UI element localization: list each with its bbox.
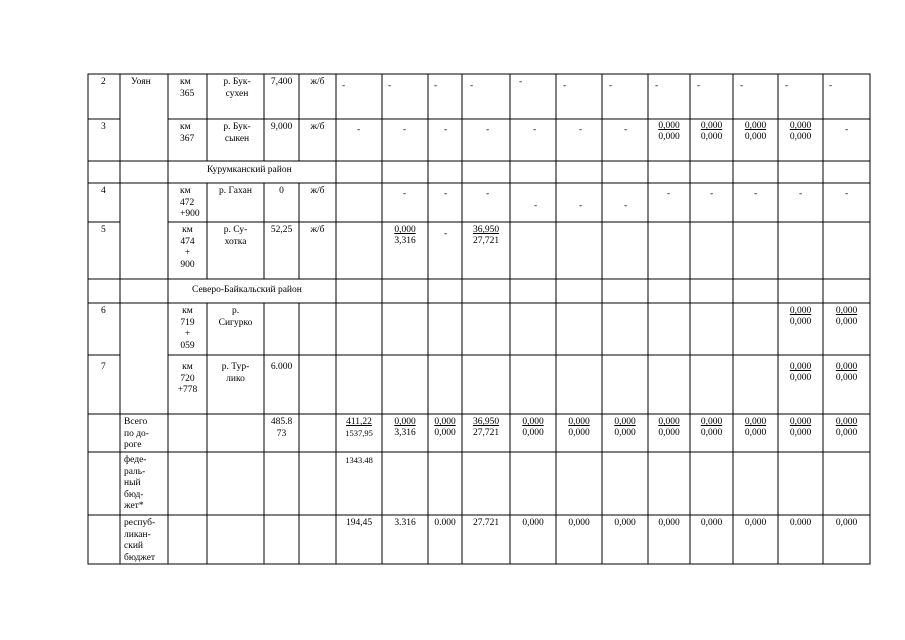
bridge-length: 0 bbox=[279, 186, 284, 196]
republic-budget-value: 0,000 bbox=[658, 518, 680, 528]
totals-fraction: $\frac{0,000}{0,000}$ bbox=[522, 417, 544, 438]
republic-budget-value: 0,000 bbox=[522, 518, 544, 528]
river-name: р. Сигурко bbox=[218, 306, 253, 328]
river-name: р. Бук- сыкен bbox=[223, 122, 251, 144]
dash: - bbox=[563, 81, 567, 91]
dash: - bbox=[710, 189, 714, 199]
location-name: Уоян bbox=[131, 77, 151, 87]
dash: - bbox=[624, 201, 628, 211]
row-number: 2 bbox=[101, 77, 106, 87]
totals-length: 485.8 73 bbox=[270, 417, 293, 439]
km-marker: км 474 + 900 bbox=[180, 225, 195, 270]
federal-budget-value: 1343.48 bbox=[345, 455, 373, 465]
dash: - bbox=[579, 125, 583, 135]
dash: - bbox=[740, 81, 744, 91]
dash: - bbox=[342, 81, 346, 91]
bridge-type: ж/б bbox=[310, 77, 325, 87]
dash: - bbox=[533, 125, 537, 135]
km-marker: км 472 +900 bbox=[180, 186, 200, 219]
dash: - bbox=[486, 189, 490, 199]
dash: - bbox=[470, 81, 474, 91]
totals-fraction: $\frac{0,000}{0,000}$ bbox=[614, 417, 636, 438]
totals-fraction: $\frac{0,000}{0,000}$ bbox=[568, 417, 590, 438]
bridge-type: ж/б bbox=[310, 122, 325, 132]
republic-budget-value: 194,45 bbox=[345, 518, 373, 528]
dash: - bbox=[829, 81, 833, 91]
republic-budget-value: 3.316 bbox=[394, 518, 416, 528]
value-fraction: $\frac{0,000}{0,000}$ bbox=[835, 362, 858, 383]
totals-fraction: $\frac{0,000}{0,000}$ bbox=[700, 417, 723, 438]
totals-fraction: $\frac{0,000}{0,000}$ bbox=[744, 417, 767, 438]
value-fraction: $\frac{0,000}{3,316}$ bbox=[394, 225, 416, 246]
totals-fraction: $\frac{0,000}{0,000}$ bbox=[835, 417, 858, 438]
bridge-type: ж/б bbox=[310, 186, 325, 196]
value-fraction: $\frac{0,000}{0,000}$ bbox=[789, 306, 812, 327]
republic-budget-label: респуб- ликан- ский бюджет bbox=[124, 518, 156, 563]
row-number: 5 bbox=[101, 225, 106, 235]
dash: - bbox=[579, 201, 583, 211]
value-fraction: $\frac{36,950}{27,721}$ bbox=[472, 225, 500, 246]
dash: - bbox=[444, 189, 448, 199]
km-marker: км 365 bbox=[180, 77, 195, 99]
dash: - bbox=[434, 81, 438, 91]
bridge-length: 7,400 bbox=[270, 77, 293, 87]
dash: - bbox=[667, 189, 671, 199]
section-header: Курумканский район bbox=[207, 165, 292, 175]
value-fraction: $\frac{0,000}{0,000}$ bbox=[744, 121, 767, 142]
republic-budget-value: 0.000 bbox=[789, 518, 812, 528]
km-marker: км 367 bbox=[180, 122, 195, 144]
totals-fraction: $\frac{411,22}{1537,95}$ bbox=[345, 417, 373, 438]
value-fraction: $\frac{0,000}{0,000}$ bbox=[835, 306, 858, 327]
republic-budget-value: 0,000 bbox=[614, 518, 636, 528]
dash: - bbox=[845, 189, 849, 199]
dash: - bbox=[799, 189, 803, 199]
totals-fraction: $\frac{0,000}{0,000}$ bbox=[658, 417, 680, 438]
value-fraction: $\frac{0,000}{0,000}$ bbox=[700, 121, 723, 142]
totals-fraction: $\frac{0,000}{0,000}$ bbox=[434, 417, 456, 438]
dash: - bbox=[444, 125, 448, 135]
dash: - bbox=[609, 81, 613, 91]
value-fraction: $\frac{0,000}{0,000}$ bbox=[789, 362, 812, 383]
bridge-length: 9,000 bbox=[270, 122, 293, 132]
republic-budget-value: 0,000 bbox=[568, 518, 590, 528]
river-name: р. Бук- сухен bbox=[223, 77, 251, 99]
republic-budget-value: 27.721 bbox=[472, 518, 500, 528]
dash: - bbox=[845, 125, 849, 135]
federal-budget-label: феде- раль- ный бюд- жет* bbox=[124, 455, 147, 511]
republic-budget-value: 0.000 bbox=[434, 518, 456, 528]
dash: - bbox=[444, 229, 448, 239]
dash: - bbox=[534, 201, 538, 211]
republic-budget-value: 0,000 bbox=[700, 518, 723, 528]
totals-fraction: $\frac{36,950}{27,721}$ bbox=[472, 417, 500, 438]
dash: - bbox=[655, 81, 659, 91]
row-number: 3 bbox=[101, 122, 106, 132]
river-name: р. Су- хотка bbox=[223, 225, 248, 247]
dash: - bbox=[486, 125, 490, 135]
dash: - bbox=[403, 189, 407, 199]
value-fraction: $\frac{0,000}{0,000}$ bbox=[789, 121, 812, 142]
row-number: 6 bbox=[101, 306, 106, 316]
dash: - bbox=[624, 125, 628, 135]
km-marker: км 719 + 059 bbox=[180, 306, 195, 351]
totals-label: Всего по до- роге bbox=[124, 417, 149, 450]
dash: - bbox=[388, 81, 392, 91]
republic-budget-value: 0,000 bbox=[835, 518, 858, 528]
totals-fraction: $\frac{0,000}{0,000}$ bbox=[789, 417, 812, 438]
river-name: р. Гахан bbox=[219, 186, 252, 196]
row-number: 4 bbox=[101, 186, 106, 196]
totals-fraction: $\frac{0,000}{3,316}$ bbox=[394, 417, 416, 438]
bridge-type: ж/б bbox=[310, 225, 325, 235]
section-header: Северо-Байкальский район bbox=[192, 285, 302, 295]
value-fraction: $\frac{0,000}{0,000}$ bbox=[658, 121, 680, 142]
dash: - bbox=[754, 189, 758, 199]
republic-budget-value: 0,000 bbox=[744, 518, 767, 528]
dash: - bbox=[357, 125, 361, 135]
dash: - bbox=[519, 77, 523, 87]
bridge-length: 52,25 bbox=[270, 225, 293, 235]
row-number: 7 bbox=[101, 362, 106, 372]
dash: - bbox=[697, 81, 701, 91]
dash: - bbox=[403, 125, 407, 135]
km-marker: км 720 +778 bbox=[177, 362, 198, 395]
river-name: р. Тур- лико bbox=[221, 362, 250, 384]
bridge-length: 6.000 bbox=[270, 362, 293, 372]
dash: - bbox=[785, 81, 789, 91]
